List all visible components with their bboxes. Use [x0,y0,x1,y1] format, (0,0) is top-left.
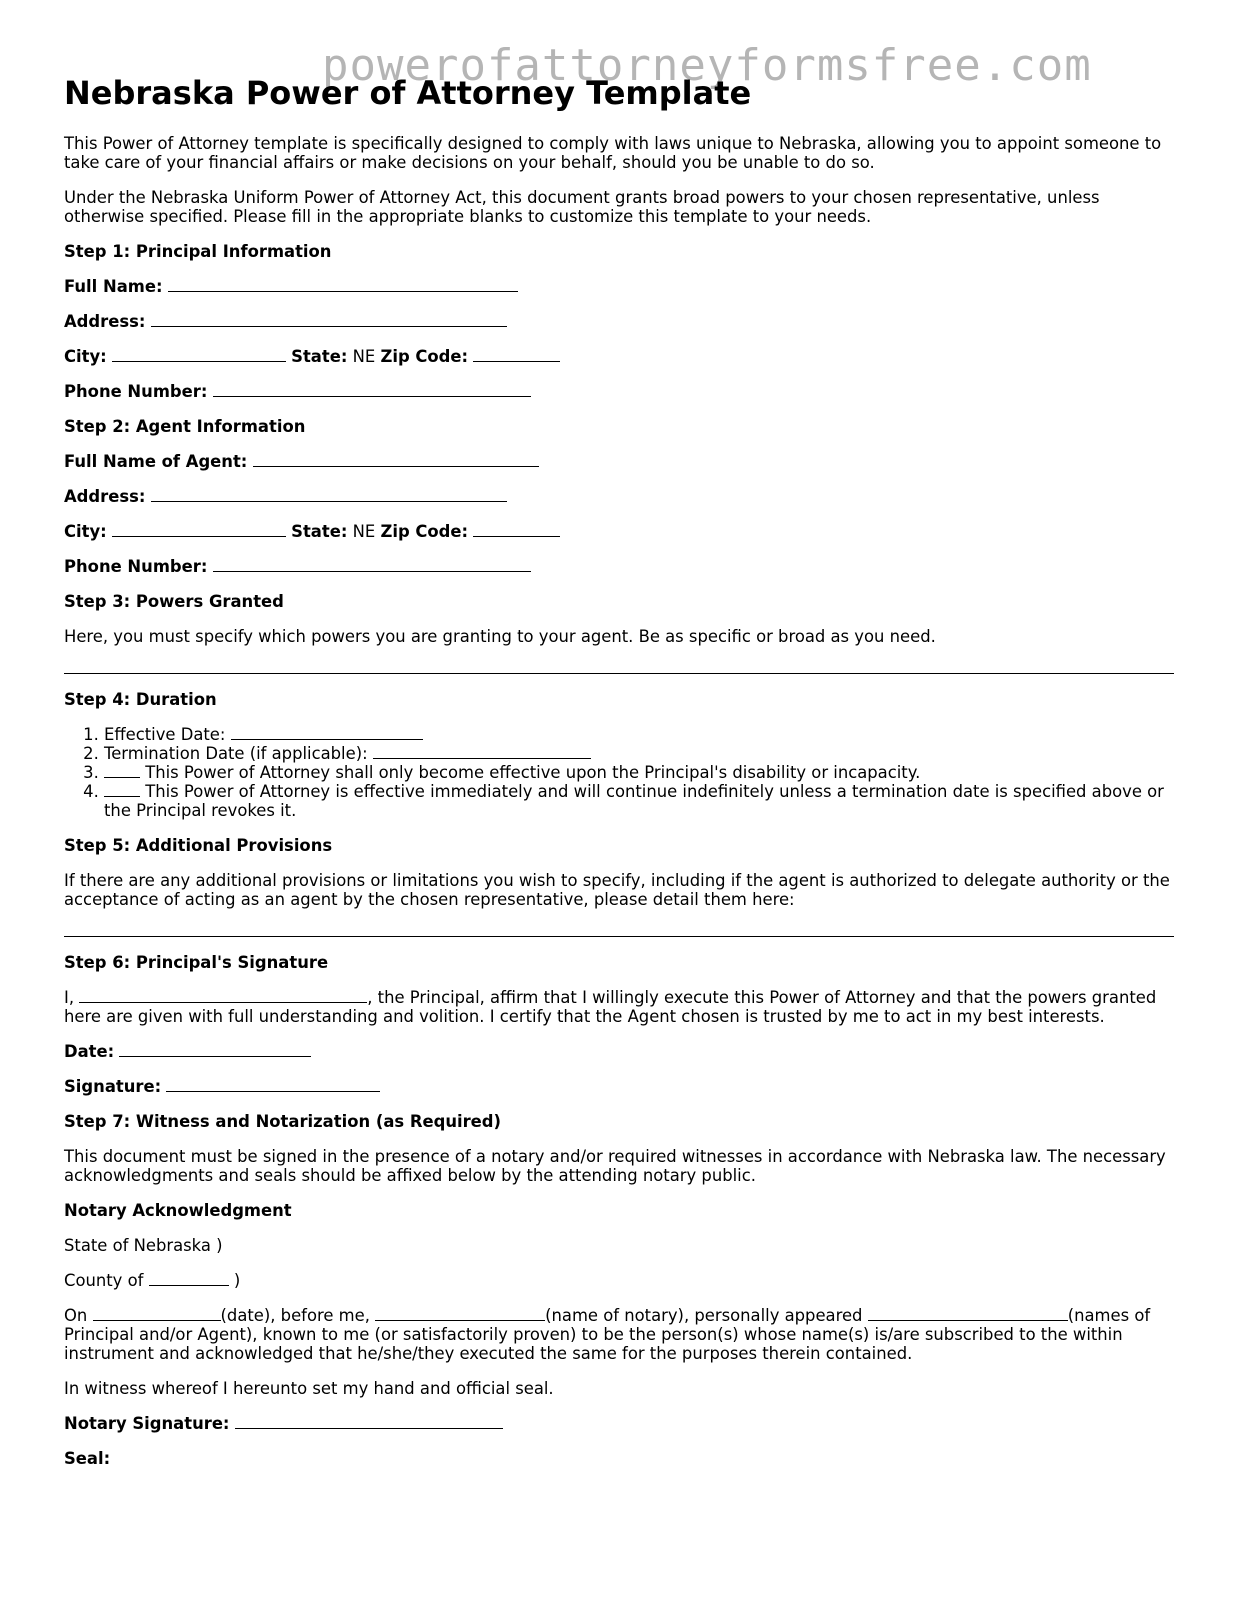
watermark: powerofattorneyformsfree.com [322,40,1092,91]
agent-address-label: Address: [64,487,146,506]
incapacity-text: This Power of Attorney shall only become effective upon the Principal's disability or incapacity. [140,763,921,782]
immediate-initial-field[interactable] [104,782,140,797]
agent-zip-field[interactable] [473,522,560,537]
principal-signature-field[interactable] [166,1077,380,1092]
duration-item-termination-date [104,744,1174,763]
principal-zip-label: Zip Code: [380,347,469,366]
principal-date-label: Date: [64,1042,115,1061]
seal-label: Seal: [64,1449,111,1468]
page-title: Nebraska Power of Attorney Template [64,74,752,112]
step7-heading: Step 7: Witness and Notarization (as Required) [64,1112,502,1131]
step5-heading: Step 5: Additional Provisions [64,836,333,855]
agent-city-label: City: [64,522,107,541]
principal-city-field[interactable] [112,347,286,362]
additional-provisions-field[interactable] [64,935,1174,937]
principal-phone-field[interactable] [213,382,531,397]
step6-heading: Step 6: Principal's Signature [64,953,329,972]
notary-acknowledgment-text [64,1306,1174,1363]
notary-signature-field[interactable] [235,1414,503,1429]
incapacity-initial-field[interactable] [104,763,140,778]
notary-heading: Notary Acknowledgment [64,1201,292,1220]
county-prefix: County of [64,1271,144,1290]
step1-heading: Step 1: Principal Information [64,242,332,261]
notary-date-text: (date), before me, [220,1306,370,1325]
county-suffix: ) [233,1271,241,1290]
principal-signature-row [64,1077,1174,1096]
principal-signature-label: Signature: [64,1077,162,1096]
agent-phone-field[interactable] [213,557,531,572]
agent-phone-row [64,557,1174,576]
principal-address-row [64,312,1174,331]
step4-heading: Step 4: Duration [64,690,217,709]
step3-text: Here, you must specify which powers you are granting to your agent. Be as specific or broad as you need. [64,627,936,646]
principal-zip-field[interactable] [473,347,560,362]
duration-list [64,725,1174,820]
principal-full-name-row [64,277,1174,296]
agent-city-row [64,522,1174,541]
step2-heading: Step 2: Agent Information [64,417,306,436]
intro-paragraph-1: This Power of Attorney template is specifically designed to comply with laws unique to Nebraska, allowing you to appoint someone to take care of your financial affairs or make decisions on your behalf, should you be unable to do so. [64,134,1162,172]
immediate-text: This Power of Attorney is effective immediately and will continue indefinitely unless a termination date is specified above or the Principal revokes it. [104,782,1164,820]
affirmation-prefix: I, [64,988,75,1007]
agent-city-field[interactable] [112,522,286,537]
step7-text: This document must be signed in the presence of a notary and/or required witnesses in accordance with Nebraska law. The necessary acknowledgments and seals should be affixed below by the attending notary public. [64,1147,1166,1185]
witness-text: In witness whereof I hereunto set my hand and official seal. [64,1379,554,1398]
principal-full-name-label: Full Name: [64,277,163,296]
principal-date-field[interactable] [119,1042,311,1057]
principal-affirmation [64,988,1174,1026]
termination-date-label: Termination Date (if applicable): [104,744,373,763]
effective-date-field[interactable] [231,725,423,740]
affirmation-name-field[interactable] [79,988,367,1003]
principal-state-value: NE [352,347,376,366]
notary-signature-row [64,1414,1174,1433]
notary-name-text: (name of notary), personally appeared [545,1306,863,1325]
principal-phone-row [64,382,1174,401]
principal-address-field[interactable] [151,312,507,327]
county-field[interactable] [149,1271,229,1286]
on-prefix: On [64,1306,88,1325]
intro-paragraph-2: Under the Nebraska Uniform Power of Attorney Act, this document grants broad powers to your chosen representative, unless otherwise specified. Please fill in the appropriate blanks to customize this template to your needs. [64,188,1100,226]
principal-full-name-field[interactable] [168,277,518,292]
appeared-names-field[interactable] [868,1306,1068,1321]
principal-city-row [64,347,1174,366]
seal-row [64,1449,1174,1468]
duration-item-effective-date [104,725,1174,744]
notary-signature-label: Notary Signature: [64,1414,230,1433]
agent-address-field[interactable] [151,487,507,502]
document-body [64,74,1174,1484]
effective-date-label: Effective Date: [104,725,231,744]
agent-address-row [64,487,1174,506]
termination-date-field[interactable] [373,744,591,759]
agent-state-value: NE [352,522,376,541]
agent-full-name-row [64,452,1174,471]
agent-zip-label: Zip Code: [380,522,469,541]
powers-granted-field[interactable] [64,672,1174,674]
principal-phone-label: Phone Number: [64,382,208,401]
principal-address-label: Address: [64,312,146,331]
agent-full-name-label: Full Name of Agent: [64,452,248,471]
step3-heading: Step 3: Powers Granted [64,592,284,611]
affirmation-text: , the Principal, affirm that I willingly execute this Power of Attorney and that the powers granted here are given with full understanding and volition. I certify that the Agent chosen is trusted by me to act in my best interests. [64,988,1157,1026]
notary-date-field[interactable] [93,1306,221,1321]
principal-city-label: City: [64,347,107,366]
agent-full-name-field[interactable] [253,452,539,467]
duration-item-immediate [104,782,1174,820]
agent-phone-label: Phone Number: [64,557,208,576]
notary-name-field[interactable] [375,1306,545,1321]
step5-text: If there are any additional provisions or limitations you wish to specify, including if the agent is authorized to delegate authority or the acceptance of acting as an agent by the chosen representative, please detail them here: [64,871,1170,909]
duration-item-incapacity [104,763,1174,782]
principal-date-row [64,1042,1174,1061]
agent-state-label: State: [291,522,348,541]
notary-state-line: State of Nebraska ) [64,1236,223,1255]
appeared-names-text: (names of Principal and/or Agent), known to me (or satisfactorily proven) to be the person(s) whose name(s) is/are subscribed to the within instrument and acknowledged that he/she/they executed the same for the purposes therein contained. [64,1306,1151,1363]
principal-state-label: State: [291,347,348,366]
notary-county-line [64,1271,1174,1290]
